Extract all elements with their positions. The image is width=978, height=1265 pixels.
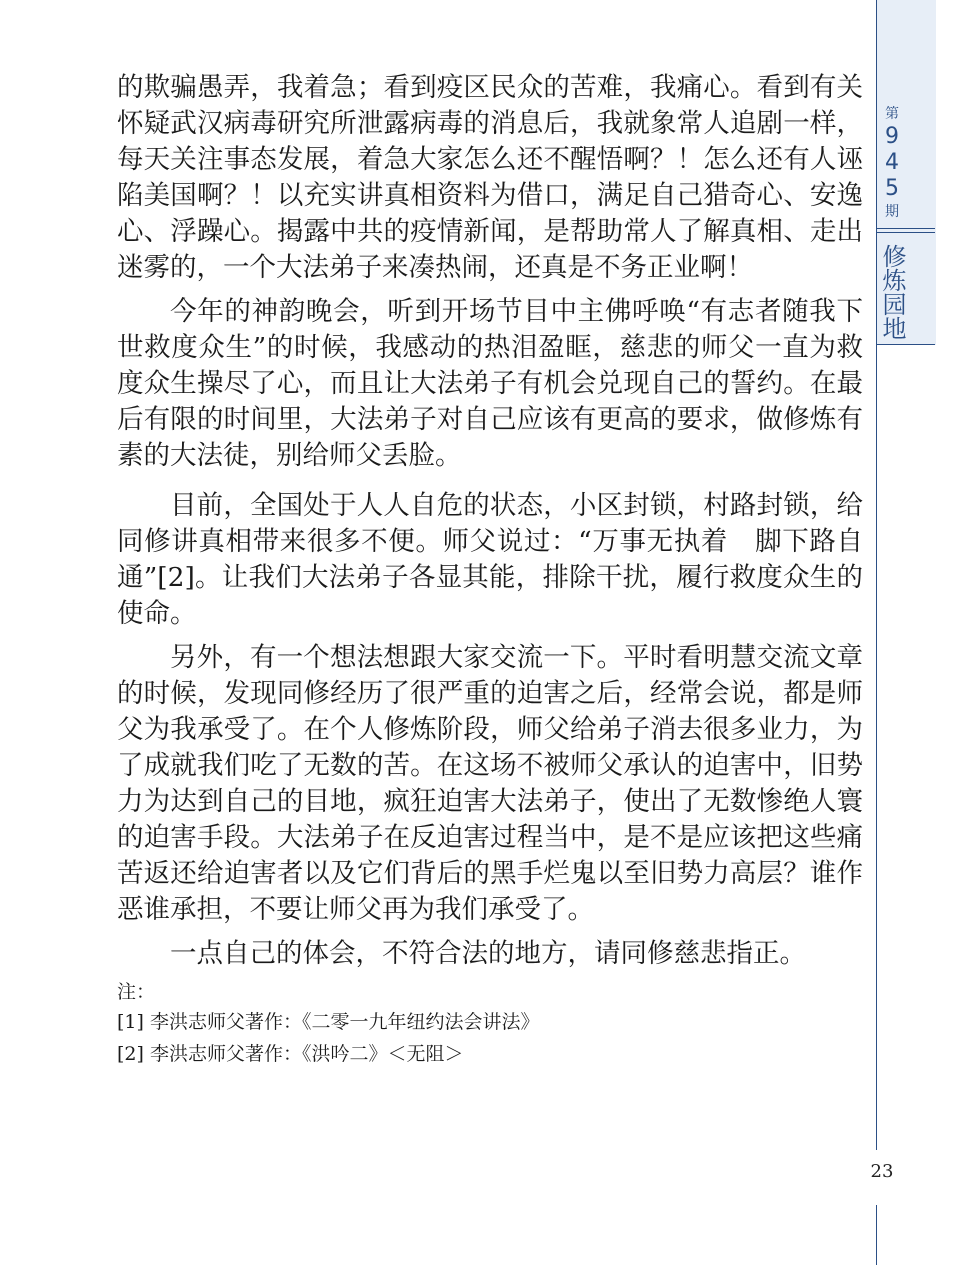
footnotes xyxy=(117,978,863,1070)
issue-number xyxy=(877,104,907,222)
issue-suffix: 期 xyxy=(885,204,899,220)
page-number: 23 xyxy=(870,1161,894,1182)
sidebar-divider xyxy=(877,228,935,229)
sidebar-divider xyxy=(877,344,935,345)
sidebar-rule-lower xyxy=(876,1205,877,1265)
issue-prefix: 第 xyxy=(885,106,899,122)
paragraph: 另外，有一个想法想跟大家交流一下。平时看明慧交流文章的时候，发现同修经历了很严重的迫害之后，经常会说，都是师父为我承受了。在个人修炼阶段，师父给弟子消去很多业力，为了成就我们吃了无数的苦。在这场不被师父承认的迫害中，旧势力为达到自己的目地，疯狂迫害大法弟子，使出了无数惨绝人寰的迫害手段。大法弟子在反迫害过程当中，是不是应该把这些痛苦返还给迫害者以及它们背后的黑手烂鬼以至旧势力高层？谁作恶谁承担，不要让师父再为我们承受了。 xyxy=(117,642,863,925)
sidebar-divider xyxy=(877,232,935,233)
paragraph: 目前，全国处于人人自危的状态，小区封锁，村路封锁，给同修讲真相带来很多不便。师父说过：“万事无执着 脚下路自通”[2]。让我们大法弟子各显其能，排除干扰，履行救度众生的使命。 xyxy=(117,490,863,629)
issue-digit: 4 xyxy=(885,150,899,175)
paragraph: 今年的神韵晚会，听到开场节目中主佛呼唤“有志者随我下世救度众生”的时候，我感动的热泪盈眶，慈悲的师父一直为救度众生操尽了心，而且让大法弟子有机会兑现自己的誓约。在最后有限的时间里，大法弟子对自己应该有更高的要求，做修炼有素的大法徒，别给师父丢脸。 xyxy=(117,296,863,471)
section-title: 修炼园地 xyxy=(878,244,906,340)
issue-digit: 9 xyxy=(885,124,899,149)
footnote-item: [2] 李洪志师父著作：《洪吟二》＜无阻＞ xyxy=(117,1043,464,1065)
paragraph: 一点自己的体会，不符合法的地方，请同修慈悲指正。 xyxy=(170,938,806,969)
article-body xyxy=(117,70,863,1070)
issue-digit: 5 xyxy=(885,176,899,201)
footnotes-label: 注： xyxy=(117,981,156,1003)
footnote-item: [1] 李洪志师父著作：《二零一九年纽约法会讲法》 xyxy=(117,1011,540,1033)
paragraph: 的欺骗愚弄，我着急；看到疫区民众的苦难，我痛心。看到有关怀疑武汉病毒研究所泄露病毒的消息后，我就象常人追剧一样，每天关注事态发展，着急大家怎么还不醒悟啊？！怎么还有人诬陷美国啊？！以充实讲真相资料为借口，满足自己猎奇心、安逸心、浮躁心。揭露中共的疫情新闻，是帮助常人了解真相、走出迷雾的，一个大法弟子来凑热闹，还真是不务正业啊！ xyxy=(117,72,863,283)
